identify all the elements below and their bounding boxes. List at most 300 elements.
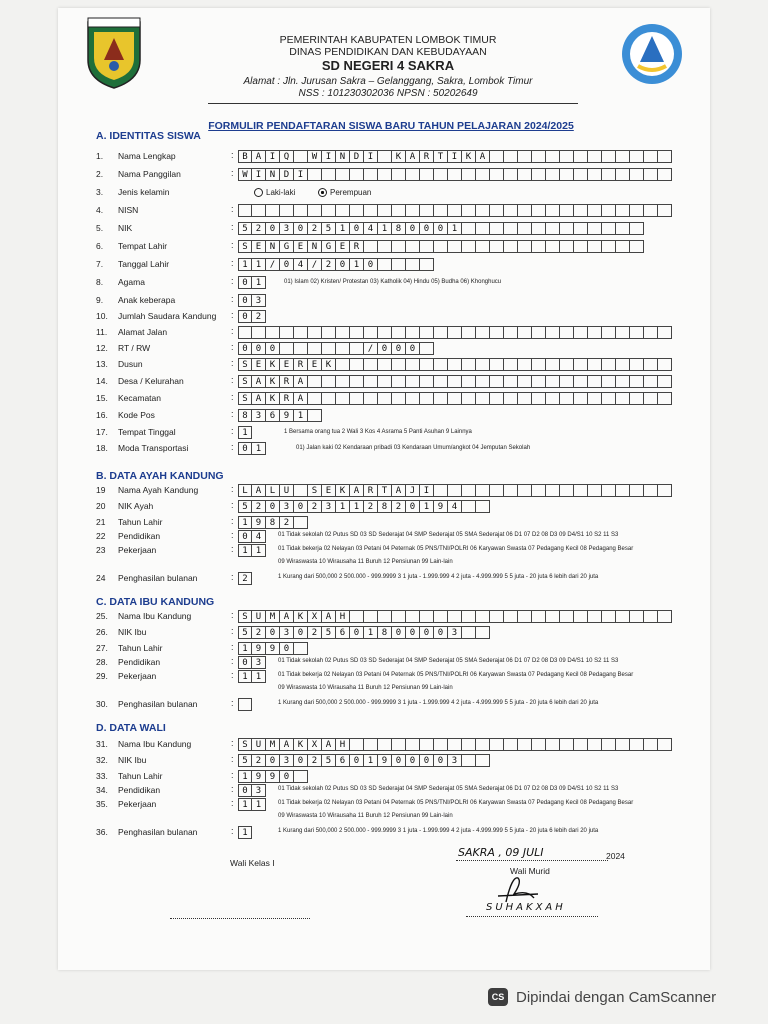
input-cell[interactable] [658, 610, 672, 623]
input-cell[interactable] [532, 610, 546, 623]
input-cell[interactable] [448, 240, 462, 253]
input-cell[interactable]: X [308, 738, 322, 751]
input-cell[interactable] [448, 326, 462, 339]
input-cell[interactable] [602, 326, 616, 339]
input-cell[interactable] [476, 754, 490, 767]
input-cell[interactable] [630, 358, 644, 371]
input-cell[interactable] [546, 222, 560, 235]
input-cell[interactable]: D [280, 168, 294, 181]
input-cell[interactable] [560, 358, 574, 371]
input-cell[interactable] [658, 358, 672, 371]
input-cell[interactable] [532, 375, 546, 388]
input-cell[interactable]: I [266, 150, 280, 163]
input-cell[interactable] [616, 222, 630, 235]
input-cell[interactable] [476, 240, 490, 253]
input-cell[interactable]: 9 [252, 770, 266, 783]
input-cell[interactable] [490, 375, 504, 388]
input-cell[interactable]: B [238, 150, 252, 163]
input-cell[interactable] [630, 484, 644, 497]
input-cell[interactable] [420, 204, 434, 217]
input-cell[interactable]: 4 [252, 530, 266, 543]
input-cell[interactable]: 2 [308, 222, 322, 235]
input-cell[interactable]: A [252, 375, 266, 388]
input-cell[interactable] [532, 150, 546, 163]
input-cell[interactable] [448, 610, 462, 623]
input-cell[interactable] [518, 738, 532, 751]
input-cell[interactable] [602, 392, 616, 405]
input-cell[interactable]: U [252, 610, 266, 623]
input-cell[interactable]: 0 [420, 754, 434, 767]
input-cell[interactable]: 5 [322, 754, 336, 767]
input-cell[interactable] [462, 626, 476, 639]
input-cell[interactable] [532, 168, 546, 181]
input-cell[interactable]: 0 [420, 626, 434, 639]
input-cell[interactable]: G [322, 240, 336, 253]
input-cell[interactable] [434, 204, 448, 217]
input-cell[interactable] [392, 168, 406, 181]
input-cell[interactable] [518, 358, 532, 371]
input-cell[interactable]: 1 [238, 642, 252, 655]
input-cell[interactable] [406, 168, 420, 181]
input-cell[interactable] [434, 610, 448, 623]
input-cell[interactable] [644, 610, 658, 623]
input-cell[interactable] [420, 358, 434, 371]
input-cell[interactable]: D [350, 150, 364, 163]
input-cell[interactable] [532, 484, 546, 497]
input-cell[interactable] [462, 204, 476, 217]
input-cell[interactable]: 2 [308, 754, 322, 767]
input-cell[interactable] [392, 738, 406, 751]
input-cell[interactable] [602, 168, 616, 181]
input-cell[interactable] [448, 375, 462, 388]
input-cell[interactable]: 0 [238, 294, 252, 307]
input-cell[interactable] [560, 240, 574, 253]
input-cell[interactable] [644, 168, 658, 181]
input-cell[interactable]: N [308, 240, 322, 253]
input-cell[interactable]: 0 [266, 342, 280, 355]
input-cell[interactable] [602, 610, 616, 623]
input-cell[interactable] [420, 240, 434, 253]
input-cell[interactable]: 1 [448, 222, 462, 235]
input-cell[interactable]: S [238, 610, 252, 623]
input-cell[interactable]: 3 [322, 500, 336, 513]
input-cell[interactable] [308, 409, 322, 422]
input-cell[interactable] [658, 168, 672, 181]
input-cell[interactable]: A [252, 392, 266, 405]
input-cell[interactable] [364, 358, 378, 371]
input-cell[interactable]: A [280, 610, 294, 623]
input-cell[interactable] [616, 150, 630, 163]
input-cell[interactable]: 2 [322, 258, 336, 271]
input-cell[interactable] [644, 738, 658, 751]
input-cell[interactable]: E [252, 240, 266, 253]
input-cell[interactable]: 9 [378, 754, 392, 767]
input-cell[interactable] [420, 392, 434, 405]
input-cell[interactable] [364, 204, 378, 217]
input-cell[interactable] [476, 392, 490, 405]
input-cell[interactable]: 5 [238, 754, 252, 767]
input-cell[interactable] [420, 258, 434, 271]
input-cell[interactable] [448, 392, 462, 405]
input-cell[interactable] [588, 484, 602, 497]
input-cell[interactable]: 1 [378, 222, 392, 235]
input-cell[interactable]: 8 [238, 409, 252, 422]
input-cell[interactable] [294, 326, 308, 339]
input-cell[interactable] [406, 326, 420, 339]
input-cell[interactable]: 2 [280, 516, 294, 529]
input-cell[interactable] [322, 375, 336, 388]
input-cell[interactable]: K [266, 358, 280, 371]
input-cell[interactable]: 0 [266, 626, 280, 639]
input-cell[interactable] [364, 375, 378, 388]
input-cell[interactable] [420, 168, 434, 181]
input-cell[interactable] [658, 375, 672, 388]
input-cell[interactable] [532, 240, 546, 253]
input-cell[interactable]: 0 [294, 754, 308, 767]
input-cell[interactable]: K [462, 150, 476, 163]
input-cell[interactable] [378, 392, 392, 405]
input-cell[interactable] [504, 392, 518, 405]
input-cell[interactable]: 0 [406, 500, 420, 513]
input-cell[interactable] [546, 326, 560, 339]
input-cell[interactable] [574, 204, 588, 217]
input-cell[interactable] [616, 738, 630, 751]
input-cell[interactable]: R [350, 240, 364, 253]
input-cell[interactable]: 0 [406, 626, 420, 639]
input-cell[interactable] [588, 150, 602, 163]
input-cell[interactable] [588, 392, 602, 405]
input-cell[interactable] [504, 204, 518, 217]
input-cell[interactable] [350, 392, 364, 405]
input-cell[interactable] [350, 738, 364, 751]
input-cell[interactable] [308, 375, 322, 388]
input-cell[interactable] [476, 375, 490, 388]
input-cell[interactable]: 0 [238, 442, 252, 455]
input-cell[interactable] [546, 375, 560, 388]
input-cell[interactable] [490, 392, 504, 405]
input-cell[interactable] [560, 204, 574, 217]
input-cell[interactable] [322, 392, 336, 405]
input-cell[interactable] [462, 484, 476, 497]
input-cell[interactable]: T [378, 484, 392, 497]
input-cell[interactable]: 2 [238, 572, 252, 585]
input-cell[interactable]: A [252, 150, 266, 163]
input-cell[interactable]: 1 [364, 626, 378, 639]
input-cell[interactable] [602, 375, 616, 388]
input-cell[interactable]: W [308, 150, 322, 163]
input-cell[interactable]: 1 [364, 754, 378, 767]
input-cell[interactable]: 3 [252, 784, 266, 797]
input-cell[interactable] [616, 392, 630, 405]
input-cell[interactable]: 0 [378, 342, 392, 355]
input-cell[interactable] [294, 516, 308, 529]
input-cell[interactable]: L [266, 484, 280, 497]
input-cell[interactable]: J [406, 484, 420, 497]
input-cell[interactable] [546, 168, 560, 181]
input-cell[interactable] [588, 610, 602, 623]
input-cell[interactable] [630, 738, 644, 751]
input-cell[interactable]: A [252, 484, 266, 497]
input-cell[interactable] [406, 375, 420, 388]
input-cell[interactable] [490, 484, 504, 497]
input-cell[interactable]: Q [280, 150, 294, 163]
input-cell[interactable] [294, 642, 308, 655]
input-cell[interactable] [504, 358, 518, 371]
input-cell[interactable] [462, 326, 476, 339]
input-cell[interactable] [644, 150, 658, 163]
input-cell[interactable] [322, 342, 336, 355]
input-cell[interactable] [546, 150, 560, 163]
input-cell[interactable] [616, 204, 630, 217]
input-cell[interactable]: R [280, 392, 294, 405]
input-cell[interactable] [308, 204, 322, 217]
input-cell[interactable] [294, 150, 308, 163]
input-cell[interactable] [560, 326, 574, 339]
input-cell[interactable] [616, 484, 630, 497]
input-cell[interactable] [462, 754, 476, 767]
input-cell[interactable]: / [308, 258, 322, 271]
input-cell[interactable] [630, 204, 644, 217]
input-cell[interactable] [378, 150, 392, 163]
input-cell[interactable] [504, 240, 518, 253]
input-cell[interactable] [518, 168, 532, 181]
input-cell[interactable] [574, 610, 588, 623]
input-cell[interactable]: 8 [378, 626, 392, 639]
input-cell[interactable] [462, 392, 476, 405]
input-cell[interactable] [420, 738, 434, 751]
input-cell[interactable] [322, 204, 336, 217]
input-cell[interactable] [630, 610, 644, 623]
input-cell[interactable] [616, 168, 630, 181]
input-cell[interactable] [434, 358, 448, 371]
input-cell[interactable]: 0 [280, 642, 294, 655]
input-cell[interactable]: 2 [252, 310, 266, 323]
input-cell[interactable] [630, 222, 644, 235]
input-cell[interactable]: 5 [238, 500, 252, 513]
input-cell[interactable] [392, 375, 406, 388]
input-cell[interactable] [364, 738, 378, 751]
input-cell[interactable] [630, 392, 644, 405]
input-cell[interactable]: 9 [252, 642, 266, 655]
input-cell[interactable] [574, 738, 588, 751]
input-cell[interactable]: K [336, 484, 350, 497]
input-cell[interactable] [448, 168, 462, 181]
input-cell[interactable] [658, 738, 672, 751]
input-cell[interactable]: A [322, 610, 336, 623]
input-cell[interactable] [476, 484, 490, 497]
input-cell[interactable]: 2 [364, 500, 378, 513]
input-cell[interactable]: 1 [238, 544, 252, 557]
input-cell[interactable]: G [280, 240, 294, 253]
input-cell[interactable]: 0 [434, 222, 448, 235]
input-cell[interactable] [518, 484, 532, 497]
input-cell[interactable] [504, 326, 518, 339]
input-cell[interactable]: 8 [392, 222, 406, 235]
input-cell[interactable]: 4 [364, 222, 378, 235]
input-cell[interactable] [518, 150, 532, 163]
input-cell[interactable]: 5 [238, 626, 252, 639]
input-cell[interactable] [448, 204, 462, 217]
input-cell[interactable] [476, 326, 490, 339]
input-cell[interactable] [518, 610, 532, 623]
input-cell[interactable] [308, 342, 322, 355]
input-cell[interactable] [476, 168, 490, 181]
input-cell[interactable] [476, 738, 490, 751]
input-cell[interactable] [504, 738, 518, 751]
input-cell[interactable] [406, 610, 420, 623]
input-cell[interactable]: 2 [252, 222, 266, 235]
input-cell[interactable] [602, 358, 616, 371]
input-cell[interactable] [476, 358, 490, 371]
input-cell[interactable] [280, 326, 294, 339]
input-cell[interactable] [588, 204, 602, 217]
input-cell[interactable] [574, 240, 588, 253]
input-cell[interactable]: U [252, 738, 266, 751]
input-cell[interactable] [588, 358, 602, 371]
input-cell[interactable] [336, 342, 350, 355]
input-cell[interactable] [616, 358, 630, 371]
input-cell[interactable]: 1 [350, 500, 364, 513]
input-cell[interactable] [546, 392, 560, 405]
input-cell[interactable] [434, 392, 448, 405]
input-cell[interactable]: A [350, 484, 364, 497]
input-cell[interactable] [504, 484, 518, 497]
input-cell[interactable] [490, 168, 504, 181]
input-cell[interactable] [588, 240, 602, 253]
input-cell[interactable]: 0 [252, 342, 266, 355]
input-cell[interactable] [266, 204, 280, 217]
input-cell[interactable] [658, 150, 672, 163]
input-cell[interactable]: N [266, 240, 280, 253]
input-cell[interactable]: 8 [378, 500, 392, 513]
input-cell[interactable] [294, 342, 308, 355]
input-cell[interactable] [546, 358, 560, 371]
input-cell[interactable] [434, 484, 448, 497]
input-cell[interactable]: 0 [280, 258, 294, 271]
input-cell[interactable] [378, 610, 392, 623]
input-cell[interactable] [630, 240, 644, 253]
input-cell[interactable]: 0 [294, 626, 308, 639]
input-cell[interactable] [602, 204, 616, 217]
input-cell[interactable]: U [280, 484, 294, 497]
input-cell[interactable] [350, 204, 364, 217]
input-cell[interactable]: E [280, 358, 294, 371]
input-cell[interactable]: 5 [322, 222, 336, 235]
input-cell[interactable] [546, 484, 560, 497]
input-cell[interactable] [308, 392, 322, 405]
input-cell[interactable]: 0 [266, 500, 280, 513]
input-cell[interactable]: 0 [238, 342, 252, 355]
input-cell[interactable] [644, 375, 658, 388]
input-cell[interactable] [294, 770, 308, 783]
input-cell[interactable]: S [238, 738, 252, 751]
input-cell[interactable] [378, 326, 392, 339]
input-cell[interactable]: A [294, 375, 308, 388]
input-cell[interactable] [350, 375, 364, 388]
input-cell[interactable]: 3 [280, 500, 294, 513]
input-cell[interactable] [560, 375, 574, 388]
input-cell[interactable] [322, 326, 336, 339]
input-cell[interactable]: 0 [238, 530, 252, 543]
input-cell[interactable] [420, 375, 434, 388]
input-cell[interactable] [392, 204, 406, 217]
input-cell[interactable] [392, 240, 406, 253]
input-cell[interactable]: 0 [238, 656, 252, 669]
input-cell[interactable] [364, 240, 378, 253]
input-cell[interactable] [406, 258, 420, 271]
input-cell[interactable]: 0 [266, 754, 280, 767]
input-cell[interactable]: 2 [252, 500, 266, 513]
input-cell[interactable] [630, 375, 644, 388]
input-cell[interactable] [546, 610, 560, 623]
input-cell[interactable] [378, 258, 392, 271]
input-cell[interactable]: 9 [266, 642, 280, 655]
input-cell[interactable]: R [280, 375, 294, 388]
input-cell[interactable] [294, 484, 308, 497]
gender-female-radio[interactable] [318, 188, 371, 197]
input-cell[interactable] [462, 738, 476, 751]
input-cell[interactable]: E [322, 484, 336, 497]
input-cell[interactable] [406, 738, 420, 751]
input-cell[interactable] [238, 204, 252, 217]
input-cell[interactable] [378, 240, 392, 253]
input-cell[interactable] [574, 392, 588, 405]
input-cell[interactable]: E [336, 240, 350, 253]
input-cell[interactable] [560, 168, 574, 181]
input-cell[interactable]: 2 [252, 626, 266, 639]
input-cell[interactable]: 3 [252, 409, 266, 422]
input-cell[interactable] [462, 358, 476, 371]
input-cell[interactable] [602, 240, 616, 253]
input-cell[interactable]: 4 [294, 258, 308, 271]
input-cell[interactable]: I [448, 150, 462, 163]
input-cell[interactable] [280, 342, 294, 355]
input-cell[interactable] [602, 222, 616, 235]
input-cell[interactable] [476, 500, 490, 513]
input-cell[interactable]: N [336, 150, 350, 163]
input-cell[interactable]: 0 [294, 222, 308, 235]
input-cell[interactable] [462, 222, 476, 235]
input-cell[interactable] [280, 204, 294, 217]
input-cell[interactable]: I [294, 168, 308, 181]
input-cell[interactable] [658, 326, 672, 339]
input-cell[interactable] [574, 358, 588, 371]
input-cell[interactable]: 6 [336, 626, 350, 639]
input-cell[interactable] [546, 240, 560, 253]
input-cell[interactable] [434, 738, 448, 751]
input-cell[interactable] [504, 150, 518, 163]
input-cell[interactable]: K [266, 375, 280, 388]
input-cell[interactable]: 3 [280, 626, 294, 639]
input-cell[interactable] [420, 342, 434, 355]
input-cell[interactable]: S [238, 358, 252, 371]
input-cell[interactable]: 0 [406, 222, 420, 235]
input-cell[interactable] [574, 168, 588, 181]
input-cell[interactable] [546, 204, 560, 217]
input-cell[interactable]: 9 [280, 409, 294, 422]
input-cell[interactable]: K [294, 610, 308, 623]
input-cell[interactable]: 9 [266, 770, 280, 783]
input-cell[interactable]: 0 [392, 626, 406, 639]
input-cell[interactable] [350, 326, 364, 339]
input-cell[interactable]: E [294, 240, 308, 253]
input-cell[interactable] [602, 738, 616, 751]
input-cell[interactable] [518, 326, 532, 339]
input-cell[interactable]: E [252, 358, 266, 371]
input-cell[interactable]: 0 [434, 626, 448, 639]
input-cell[interactable] [336, 392, 350, 405]
input-cell[interactable]: A [392, 484, 406, 497]
